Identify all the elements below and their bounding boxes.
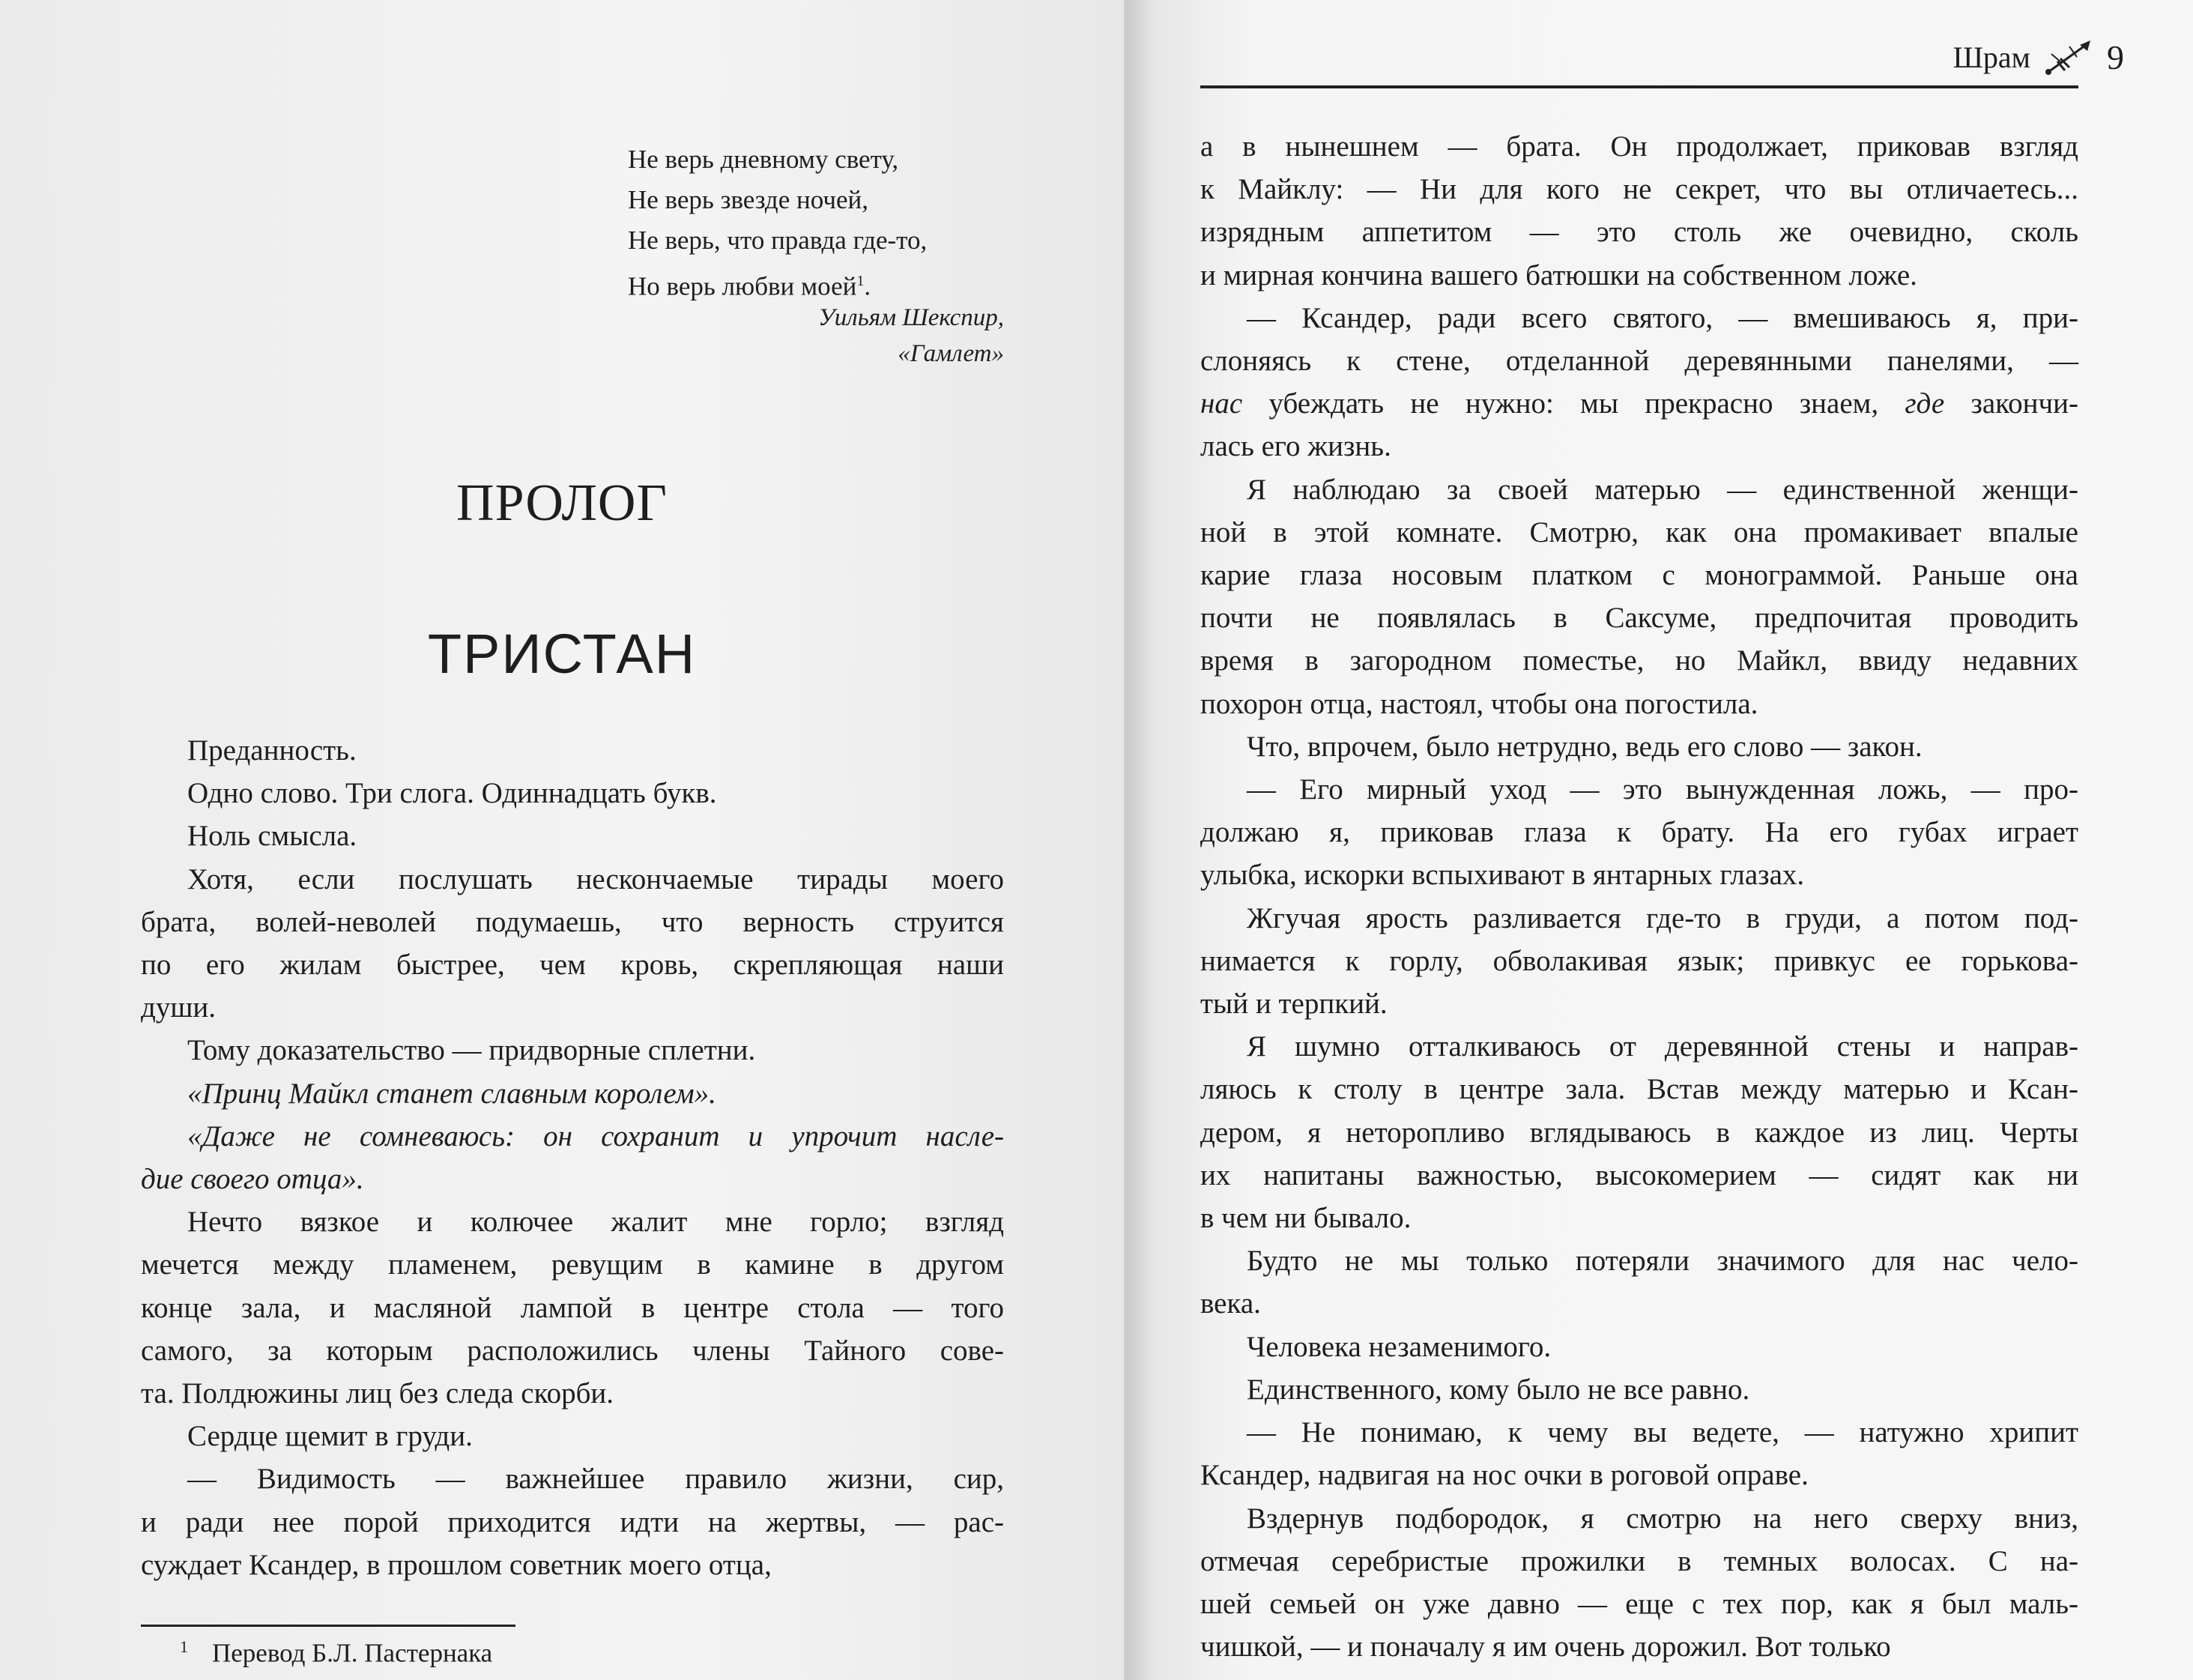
paragraph: — Ксандер, ради всего святого, — вмешиваюсь я, при-	[1247, 301, 2078, 334]
paragraph: Одно слово. Три слога. Одиннадцать букв.	[187, 777, 717, 810]
page-number: 9	[2107, 38, 2124, 76]
paragraph-line: изрядным аппетитом — это столь же очевидно, сколь	[1200, 216, 2078, 249]
paragraph: а в нынешнем — брата. Он продолжает, приковав взгляд	[1200, 130, 2078, 163]
paragraph-line: чишкой, — и поначалу я им очень дорожил. Вот только	[1200, 1631, 1891, 1664]
paragraph: «Даже не сомневаюсь: он сохранит и упрочит насле-	[187, 1120, 1004, 1152]
paragraph-line: должаю я, приковав глаза к брату. На его губах играет	[1200, 816, 2078, 849]
paragraph-line: их напитаны важностью, высокомерием — сидят как ни	[1200, 1158, 2078, 1191]
footnote-mark: 1	[856, 273, 865, 289]
book-gutter	[1124, 0, 1154, 1680]
paragraph-line: брата, волей-неволей подумаешь, что верность струится	[141, 905, 1004, 938]
paragraph-line: дие своего отца».	[141, 1163, 364, 1196]
paragraph-line: почти не появлялась в Саксуме, предпочитая проводить	[1200, 602, 2078, 635]
paragraph-line: суждает Ксандер, в прошлом советник моего отца,	[141, 1548, 772, 1581]
paragraph: Будто не мы только потеряли значимого для нас чело-	[1247, 1245, 2078, 1278]
footnote-text: Перевод Б.Л. Пастернака	[212, 1638, 493, 1668]
paragraph: Я шумно отталкиваюсь от деревянной стены и направ-	[1247, 1030, 2078, 1063]
left-body-text	[141, 729, 1004, 1586]
paragraph: — Не понимаю, к чему вы ведете, — натужно хрипит	[1247, 1416, 2078, 1449]
paragraph: Жгучая ярость разливается где-то в груди, а потом под-	[1247, 901, 2078, 934]
paragraph-line: отмечая серебристые прожилки в темных волосах. С на-	[1200, 1544, 2078, 1577]
paragraph-line: нас убеждать не нужно: мы прекрасно знаем, где закончи-	[1200, 387, 2078, 420]
paragraph-line: века.	[1200, 1287, 1261, 1320]
paragraph-line: в чем ни бывало.	[1200, 1202, 1412, 1235]
paragraph: Я наблюдаю за своей матерью — единственной женщи-	[1247, 473, 2078, 506]
paragraph: — Видимость — важнейшее правило жизни, сир,	[187, 1463, 1004, 1496]
paragraph: «Принц Майкл станет славным королем».	[187, 1077, 716, 1110]
running-head-title: Шрам	[1952, 40, 2030, 74]
paragraph-line: конце зала, и масляной лампой в центре стола — того	[141, 1291, 1004, 1324]
epigraph-line: Не верь дневному свету,	[628, 145, 899, 174]
paragraph: Ноль смысла.	[187, 820, 357, 853]
paragraph-line: дером, я неторопливо вглядываюсь в каждое из лиц. Черты	[1200, 1116, 2078, 1149]
paragraph-line: по его жилам быстрее, чем кровь, скрепляющая наши	[141, 949, 1004, 982]
paragraph: Что, впрочем, было нетрудно, ведь его слово — закон.	[1247, 730, 1923, 763]
epigraph-line-last: Но верь любви моей$^1$.	[628, 271, 871, 301]
right-body-text	[1200, 125, 2078, 1668]
paragraph-line: ной в этой комнате. Смотрю, как она промакивает впалые	[1200, 516, 2078, 549]
epigraph-work: «Гамлет»	[898, 340, 1004, 367]
paragraph: Единственного, кому было не все равно.	[1247, 1373, 1750, 1406]
epigraph-line: Не верь, что правда где-то,	[628, 226, 928, 255]
paragraph-line: к Майклу: — Ни для кого не секрет, что вы отличаетесь...	[1200, 173, 2078, 206]
paragraph-line: нимается к горлу, обволакивая язык; привкус ее горькова-	[1200, 944, 2078, 977]
epigraph-line: Не верь звезде ночей,	[628, 185, 868, 214]
paragraph-line: лась его жизнь.	[1200, 430, 1391, 463]
paragraph: Нечто вязкое и колючее жалит мне горло; взгляд	[187, 1206, 1004, 1239]
paragraph-line: самого, за которым расположились члены Тайного сове-	[141, 1334, 1004, 1367]
running-head-rule	[1200, 85, 2078, 88]
paragraph-line: и мирная кончина вашего батюшки на собственном ложе.	[1200, 259, 1917, 291]
paragraph: Тому доказательство — придворные сплетни.	[187, 1034, 756, 1067]
epigraph-source	[818, 300, 1004, 372]
paragraph-line: души.	[141, 991, 216, 1024]
epigraph-author: Уильям Шекспир,	[818, 304, 1004, 331]
epigraph	[628, 139, 1047, 307]
paragraph-line: Ксандер, надвигая на нос очки в роговой оправе.	[1200, 1459, 1809, 1492]
paragraph-line: мечется между пламенем, ревущим в камине в другом	[141, 1248, 1004, 1281]
paragraph: Хотя, если послушать нескончаемые тирады моего	[187, 862, 1004, 895]
paragraph-line: карие глаза носовым платком с монограммой. Раньше она	[1200, 559, 2078, 592]
right-page	[1124, 0, 2193, 1680]
paragraph-line: тый и терпкий.	[1200, 988, 1388, 1021]
paragraph-line: та. Полдюжины лиц без следа скорби.	[141, 1377, 614, 1410]
paragraph: Сердце щемит в груди.	[187, 1420, 473, 1453]
paragraph: Человека незаменимого.	[1247, 1330, 1552, 1363]
chapter-heading: ТРИСТАН	[427, 623, 697, 685]
paragraph: Вздернув подбородок, я смотрю на него сверху вниз,	[1247, 1502, 2078, 1535]
paragraph: — Его мирный уход — это вынужденная ложь, — про-	[1247, 773, 2078, 806]
paragraph-line: слоняясь к стене, отделанной деревянными панелями, —	[1200, 345, 2078, 378]
footnote-number: 1	[180, 1637, 188, 1656]
running-head	[1953, 37, 2124, 77]
footnote-divider	[141, 1625, 515, 1627]
footnote	[180, 1637, 492, 1669]
paragraph-line: похорон отца, настоял, чтобы она погостила.	[1200, 687, 1758, 720]
paragraph: Преданность.	[187, 734, 357, 767]
paragraph-line: улыбка, искорки вспыхивают в янтарных глазах.	[1200, 859, 1805, 892]
paragraph-line: и ради нее порой приходится идти на жертвы, — рас-	[141, 1505, 1004, 1538]
paragraph-line: ляюсь к столу в центре зала. Встав между матерью и Ксан-	[1200, 1073, 2078, 1106]
part-heading: ПРОЛОГ	[456, 474, 668, 532]
dagger-ornament-icon	[2044, 39, 2093, 76]
paragraph-line: время в загородном поместье, но Майкл, ввиду недавних	[1200, 644, 2078, 677]
paragraph-line: шей семьей он уже давно — еще с тех пор, как я был маль-	[1200, 1587, 2078, 1620]
